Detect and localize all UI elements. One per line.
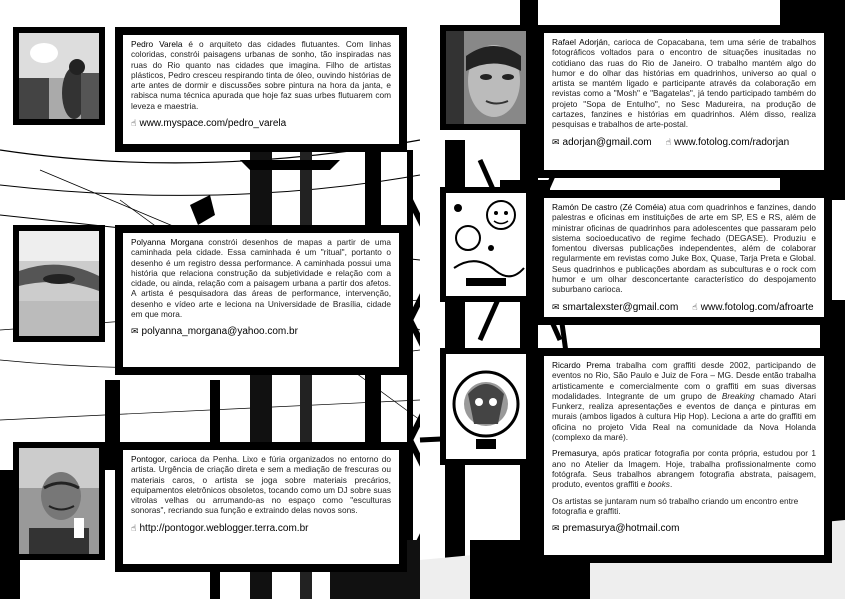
- pedro-varela-bio: Pedro Varela é o arquiteto das cidades flutuantes. Com linhas coloridas, constrói paisagens urbanas de sonho, tão inspiradas nas ruas do Rio quanto nas cidades que imagina. Filho de artistas plásticos, Pedro cresceu respirando tinta de óleo, ouvindo histórias de arte antes de dormir e discussões sobre pintura na hora da janta, e rabisca numa técnica apurada que hoje faz suas urbes flutuarem com leveza e maestria.: [131, 39, 391, 111]
- polyanna-morgana-bio: Polyanna Morgana constrói desenhos de mapas a partir de uma caminhada pela cidade. Essa caminhada é um "ritual", portanto o desenho é um registro dessa performance. A caminhada possui uma história que relaciona construção da subjetividade e relação com a cidade, ou ainda, relação com a paisagem urbana a partir dos afetos. A artista é pesquisadora das áreas de performance, intervenção, desenho e vídeo arte e leciona na Universidade de Brasília, cidade em que mora.: [131, 237, 391, 320]
- joint-work-note: Os artistas se juntaram num só trabalho criando um encontro entre fotografia e graffiti.: [552, 495, 799, 516]
- rafael-adorjan-bio: Rafael Adorján, carioca de Copacabana, tem uma série de trabalhos fotográficos voltados para o encontro de situações inusitadas no cotidiano das ruas do Rio de Janeiro. O trabalho mantém algo do humor e do olhar das histórias em quadrinhos, universo ao qual o artista se mantém ligado e participante através da colaboração em revistas como a "Mosh" e "Bagatelas", já tendo participado também do projeto "Sopa de Entulho", no Sesc Madureira, na produção de cartazes, fanzines e histórias em quadrinhos. Além disso, realiza pesquisas e trabalhos de arte-postal.: [552, 37, 816, 130]
- ramon-de-castro-photo: [440, 187, 532, 302]
- rafael-adorjan-link[interactable]: www.fotolog.com/radorjan: [674, 136, 790, 148]
- artist-name: Rafael Adorján: [552, 37, 608, 47]
- envelope-icon: ✉: [552, 524, 560, 535]
- pontogor-bio: Pontogor, carioca da Penha. Lixo e fúria organizados no entorno do artista. Urgência de criação direta e sem a mediação de frescuras ou materiais caros, o artista se joga sobre materiais precários, equipamentos eletrônicos obsoletos, tocando como um DJ sobre suas vitrolas velhas ou arrumando-as no espaço como "esculturas sonoras", recriando sua função e extraindo delas novos sons.: [131, 454, 391, 516]
- envelope-icon: ✉: [552, 137, 560, 148]
- artist-name: Polyanna Morgana: [131, 237, 204, 247]
- hand-pointer-icon: ☝: [131, 523, 137, 534]
- ricardo-prema-photo: [440, 348, 532, 465]
- ramon-de-castro-card: [536, 190, 832, 325]
- pedro-varela-link[interactable]: www.myspace.com/pedro_varela: [139, 118, 287, 130]
- ricardo-prema-card: [536, 348, 832, 563]
- ricardo-prema-bio: Ricardo Prema trabalha com graffiti desde 2002, participando de eventos no Rio, São Paulo e Juiz de Fora – MG. Desde então trabalha artisticamente e comercialmente com o graffiti em suas diversas modalidades. Integrante de um grupo de Breaking chamado Atari Funkerz, realiza apresentações e eventos de dança e pinturas em murais (ambos ligados à cultura Hip Hop). Leciona a arte do graffiti em oficina no projeto Vida Real na comunidade da Nova Holanda (complexo da maré).: [552, 360, 816, 443]
- hand-pointer-icon: ☝: [692, 302, 698, 313]
- hand-pointer-icon: ☝: [665, 137, 672, 148]
- artist-name: Pontogor: [131, 454, 165, 464]
- hand-pointer-icon: ☝: [131, 119, 137, 130]
- premasurya-email[interactable]: premasurya@hotmail.com: [562, 523, 680, 535]
- pedro-varela-photo: [13, 27, 105, 125]
- envelope-icon: ✉: [552, 302, 560, 313]
- rafael-adorjan-photo: [440, 25, 532, 130]
- pontogor-link[interactable]: http://pontogor.weblogger.terra.com.br: [139, 522, 309, 534]
- rafael-adorjan-card: [536, 25, 832, 178]
- artist-name: Pedro Varela: [131, 39, 183, 49]
- artist-name: Premasurya: [552, 448, 597, 459]
- polyanna-morgana-photo: [13, 225, 105, 342]
- ramon-de-castro-bio: Ramón De castro (Zé Coméia) atua com quadrinhos e fanzines, dando palestras e oficinas em instituições de arte em SP, ES e RS, além de ministrar oficinas de quadrinhos para adolescentes que passaram pelo sistema socioeducativo de regime fechado (DEGASE). Produziu e fomentou diversas publicações independentes, além de colaborar regularmente em revistas como Juke Box, Quase, Tarja Preta e Global. Seus quadrinhos e publicações abordam as subculturas e o rock com humor e um olhar desconcertante característico do despojamento suburbano carioca.: [552, 202, 816, 295]
- envelope-icon: ✉: [131, 327, 139, 338]
- premasurya-bio: Premasurya, após praticar fotografia por conta própria, estudou por 1 ano no Atelier da Imagem. Hoje, trabalha profissionalmente como fotógrafa. Seus trabalhos abrangem fotografia abstrata, paisagem, produto, eventos graffiti e books.: [552, 448, 816, 490]
- artist-name: Ricardo Prema: [552, 360, 611, 370]
- artist-name: Ramón De castro (Zé Coméia): [552, 202, 667, 212]
- pontogor-photo: [13, 442, 105, 560]
- polyanna-morgana-email[interactable]: polyanna_morgana@yahoo.com.br: [141, 326, 298, 338]
- ramon-de-castro-link[interactable]: www.fotolog.com/afroarte: [700, 301, 814, 313]
- rafael-adorjan-email[interactable]: adorjan@gmail.com: [562, 136, 652, 148]
- polyanna-morgana-card: [115, 225, 407, 375]
- ramon-de-castro-email[interactable]: smartalexster@gmail.com: [562, 301, 679, 313]
- pedro-varela-card: [115, 27, 407, 152]
- pontogor-card: [115, 442, 407, 572]
